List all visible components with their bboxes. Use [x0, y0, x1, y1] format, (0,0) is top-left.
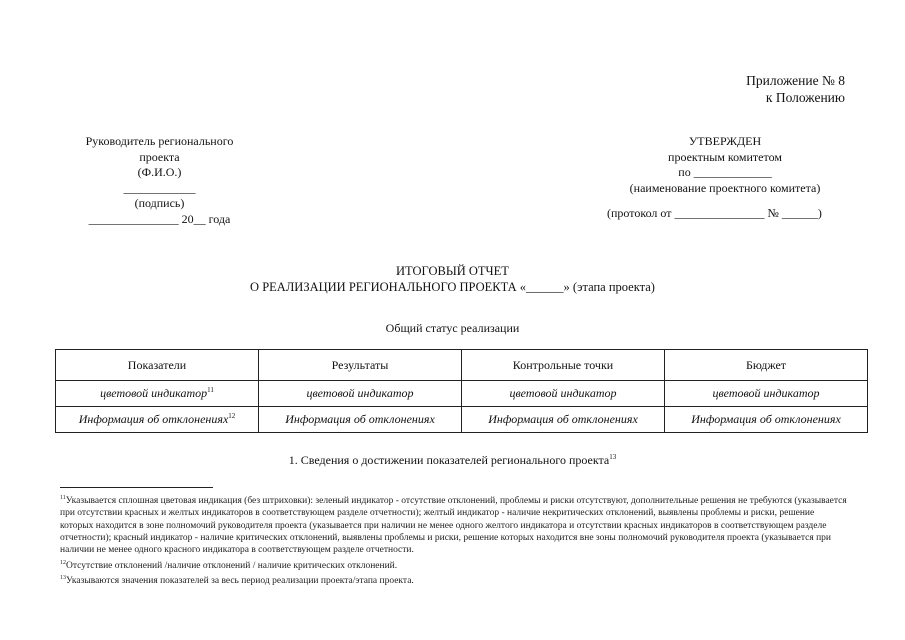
project-head-title-cont: проекта — [139, 149, 180, 164]
section-heading: 1. Сведения о достижении показателей регионального проекта$^{13}$ — [288, 453, 617, 467]
signature-label: (подпись) — [134, 196, 185, 210]
footnote: $^{12}$Отсутствие отклонений /наличие отклонений / наличие критических отклонений. — [60, 559, 398, 571]
table-row — [56, 407, 868, 433]
report-title-line1: ИТОГОВЫЙ ОТЧЕТ — [396, 264, 509, 278]
status-table — [55, 349, 868, 433]
header-results: Результаты — [259, 350, 462, 381]
date-line: _______________ 20__ года — [88, 211, 231, 226]
footnote: $^{11}$Указывается сплошная цветовая индикация (без штриховки): зеленый индикатор - отсутствие отклонений, проблемы и риски отсутствуют, дополнительные решения не требуются (указывается при отсутствии красных и желтых индикаторов в соответствующем разделе отчетности); желтый индикатор - наличие некритических отклонений, выявлены проблемы и риски, решение которых находится в зоне полномочий руководителя проекта (указывается при наличии не менее одного желтого индикатора и отсутствии красных индикаторов в соответствующем разделе отчетности); красный индикатор - наличие критических отклонений, выявлены проблемы и риски, решение которых находится вне зоны полномочий руководителя проекта (указывается при наличии не менее одного красного индикатора в соответствующем разделе отчетности. — [60, 495, 847, 556]
table-header-row — [56, 350, 868, 381]
footnote-ref: 12 — [228, 412, 236, 420]
table-cell: Информация об отклонениях$^{12}$ — [56, 407, 259, 433]
approved-label: УТВЕРЖДЕН — [688, 134, 762, 148]
protocol-line: (протокол от _______________ № ______) — [607, 206, 822, 220]
header-budget: Бюджет — [665, 350, 868, 381]
committee-name-caption: (наименование проектного комитета) — [629, 180, 821, 195]
table-cell: Информация об отклонениях — [665, 407, 868, 433]
approval-block — [605, 134, 845, 222]
signature-line: ____________ — [123, 180, 196, 195]
report-title — [0, 264, 905, 295]
footnote-ref: 13 — [609, 453, 617, 461]
footnotes — [60, 492, 850, 588]
appendix-reference: к Положению — [765, 90, 845, 105]
table-cell: цветовой индикатор — [665, 381, 868, 407]
footnote-divider — [60, 487, 213, 488]
table-cell: Информация об отклонениях — [259, 407, 462, 433]
appendix-number: Приложение № 8 — [746, 73, 845, 88]
header-checkpoints: Контрольные точки — [462, 350, 665, 381]
project-head-signature-block — [62, 134, 257, 227]
header-indicators: Показатели — [56, 350, 259, 381]
table-cell: цветовой индикатор$^{11}$ — [56, 381, 259, 407]
appendix-header — [746, 72, 845, 106]
fio-label: (Ф.И.О.) — [137, 165, 182, 179]
table-cell: цветовой индикатор — [259, 381, 462, 407]
status-subtitle: Общий статус реализации — [385, 321, 520, 335]
report-title-line2: О РЕАЛИЗАЦИИ РЕГИОНАЛЬНОГО ПРОЕКТА «______» (этапа проекта) — [250, 279, 655, 294]
footnote-ref: 11 — [207, 386, 214, 394]
footnote: $^{13}$Указываются значения показателей за весь период реализации проекта/этапа проекта. — [60, 575, 414, 587]
committee-label: проектным комитетом — [668, 149, 782, 164]
project-head-title: Руководитель регионального — [85, 134, 234, 148]
table-cell: Информация об отклонениях — [462, 407, 665, 433]
committee-name-line: по _____________ — [678, 165, 772, 179]
table-cell: цветовой индикатор — [462, 381, 665, 407]
table-row — [56, 381, 868, 407]
